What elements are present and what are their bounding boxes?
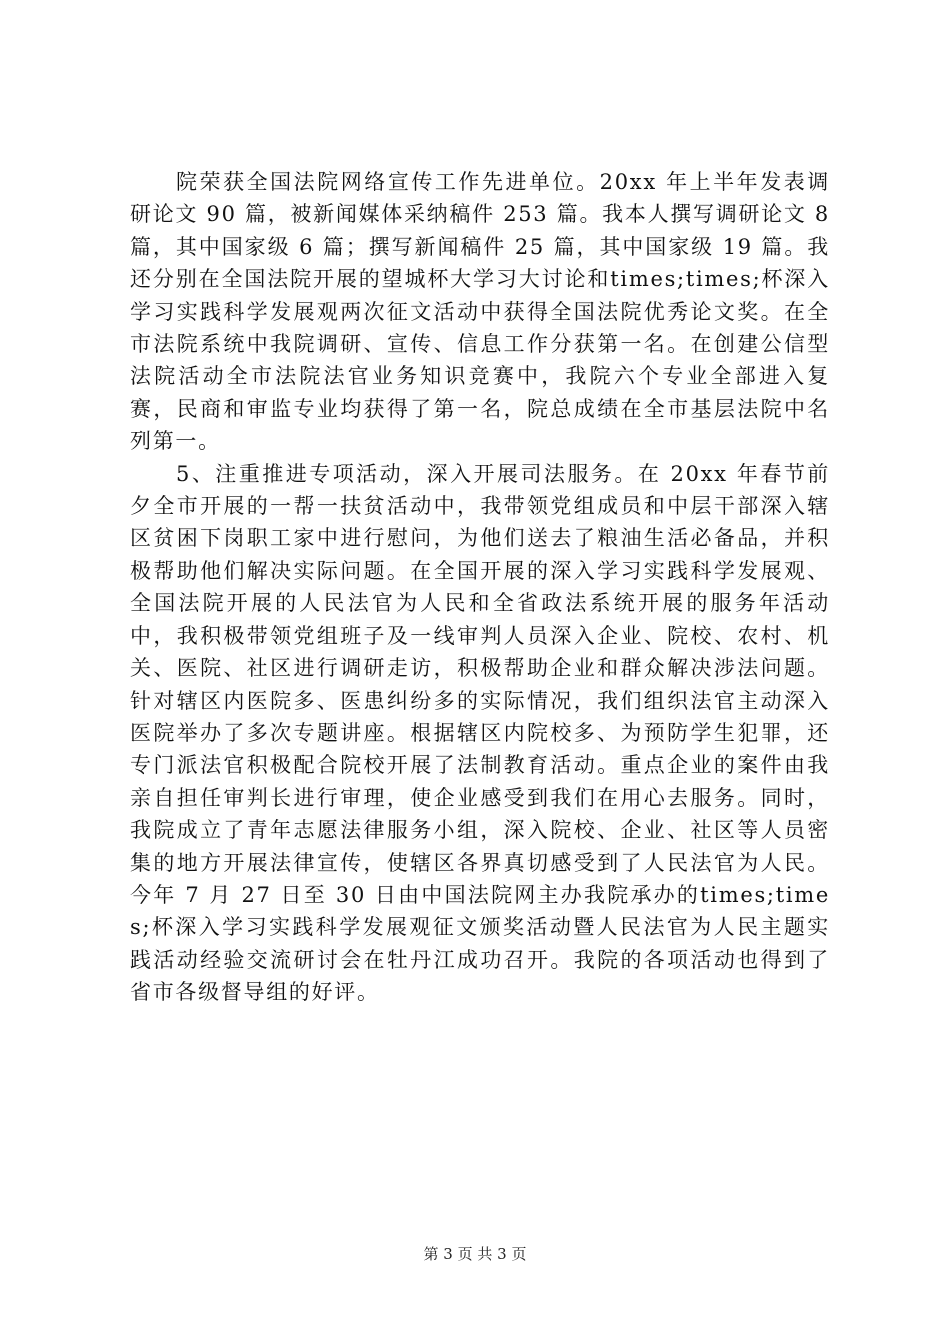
- paragraph-2: 5、注重推进专项活动，深入开展司法服务。在 20xx 年春节前夕全市开展的一帮一扶贫活动中，我带领党组成员和中层干部深入辖区贫困下岗职工家中进行慰问，为他们送去了粮油生活必备品，并积极帮助他们解决实际问题。在全国开展的深入学习实践科学发展观、全国法院开展的人民法官为人民和全省政法系统开展的服务年活动中，我积极带领党组班子及一线审判人员深入企业、院校、农村、机关、医院、社区进行调研走访，积极帮助企业和群众解决涉法问题。针对辖区内医院多、医患纠纷多的实际情况，我们组织法官主动深入医院举办了多次专题讲座。根据辖区内院校多、为预防学生犯罪，还专门派法官积极配合院校开展了法制教育活动。重点企业的案件由我亲自担任审判长进行审理，使企业感受到我们在用心去服务。同时，我院成立了青年志愿法律服务小组，深入院校、企业、社区等人员密集的地方开展法律宣传，使辖区各界真切感受到了人民法官为人民。今年 7 月 27 日至 30 日由中国法院网主办我院承办的times;times;杯深入学习实践科学发展观征文颁奖活动暨人民法官为人民主题实践活动经验交流研讨会在牡丹江成功召开。我院的各项活动也得到了省市各级督导组的好评。: [130, 461, 830, 1005]
- paragraph-1: 院荣获全国法院网络宣传工作先进单位。20xx 年上半年发表调研论文 90 篇，被新闻媒体采纳稿件 253 篇。我本人撰写调研论文 8 篇，其中国家级 6 篇；撰写新闻稿件 25 篇，其中国家级 19 篇。我还分别在全国法院开展的望城杯大学习大讨论和times;times;杯深入学习实践科学发展观两次征文活动中获得全国法院优秀论文奖。在全市法院系统中我院调研、宣传、信息工作分获第一名。在创建公信型法院活动全市法院法官业务知识竞赛中，我院六个专业全部进入复赛，民商和审监专业均获得了第一名，院总成绩在全市基层法院中名列第一。: [130, 170, 830, 454]
- document-body: [130, 166, 830, 1009]
- page-footer: 第 3 页 共 3 页: [423, 1245, 527, 1263]
